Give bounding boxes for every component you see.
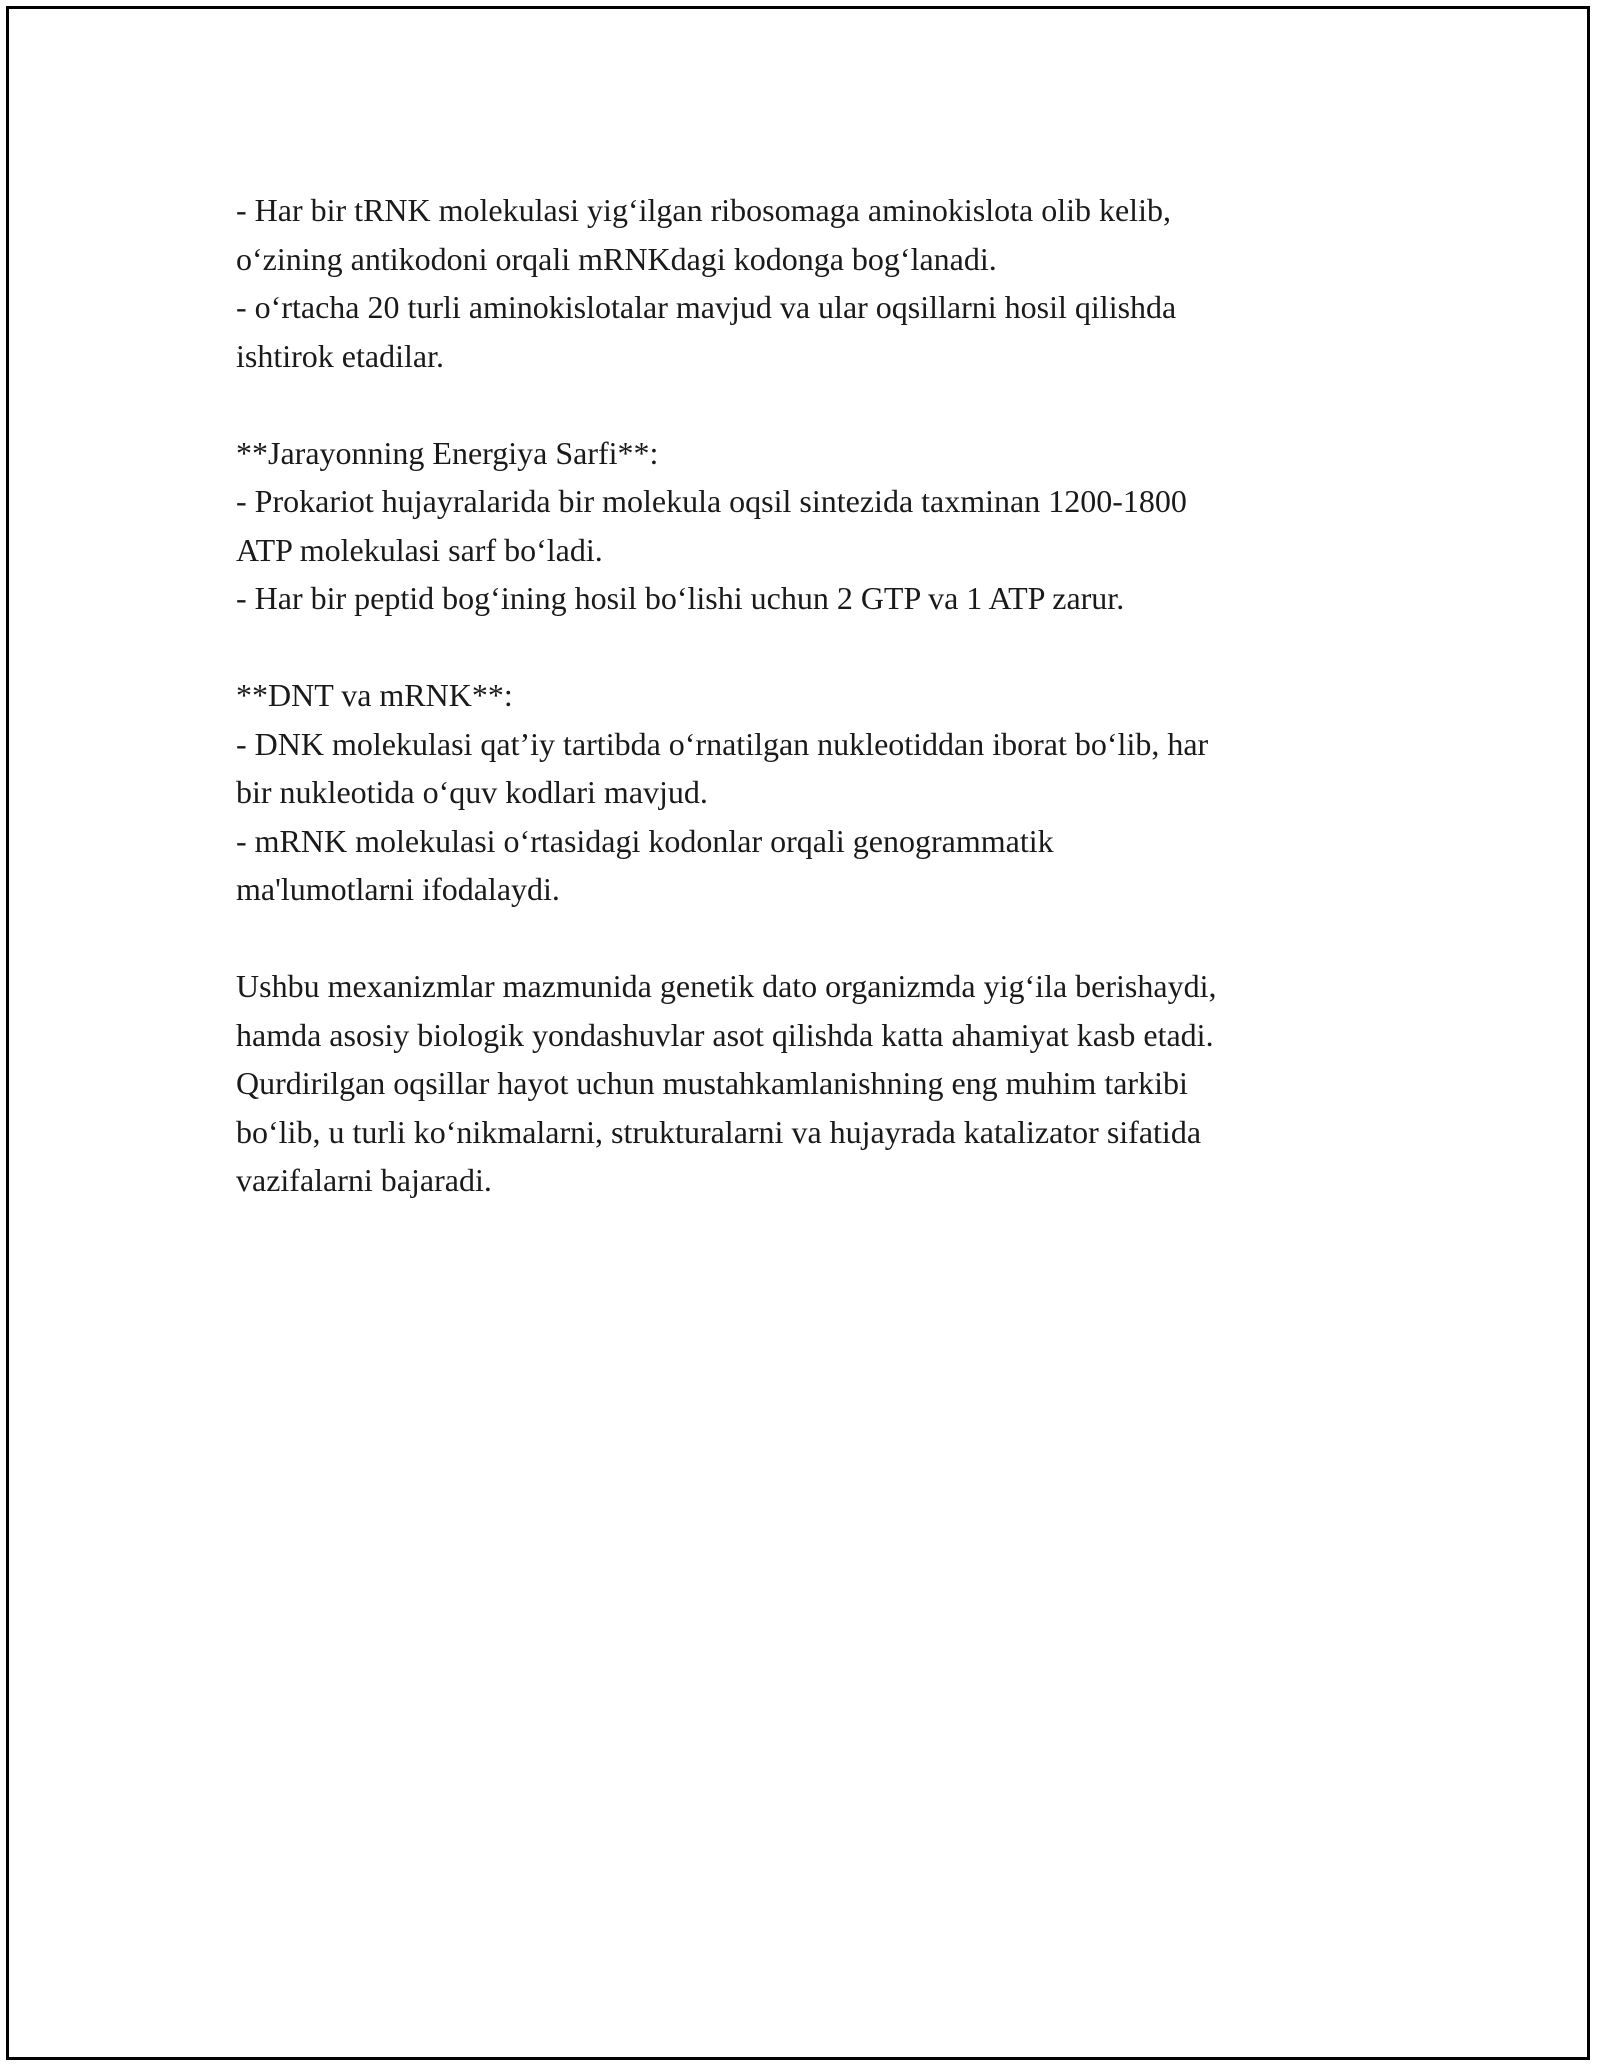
document-body bbox=[236, 186, 1416, 1205]
text-line: hamda asosiy biologik yondashuvlar asot qilishda katta ahamiyat kasb etadi. bbox=[236, 1016, 1214, 1053]
paragraph-gap bbox=[236, 623, 1416, 672]
paragraph-gap bbox=[236, 380, 1416, 429]
text-line: bir nukleotida o‘quv kodlari mavjud. bbox=[236, 774, 708, 810]
text-line: vazifalarni bajaradi. bbox=[236, 1162, 492, 1198]
paragraph-gap bbox=[236, 914, 1416, 963]
section-heading: **Jarayonning Energiya Sarfi**: bbox=[236, 434, 659, 471]
paragraph-trnk bbox=[236, 186, 1416, 380]
text-line: - mRNK molekulasi o‘rtasidagi kodonlar orqali genogrammatik bbox=[236, 822, 1054, 859]
text-line: ATP molekulasi sarf bo‘ladi. bbox=[236, 531, 603, 568]
text-line: ma'lumotlarni ifodalaydi. bbox=[236, 871, 560, 907]
text-line: - DNK molekulasi qat’iy tartibda o‘rnatilgan nukleotiddan iborat bo‘lib, har bbox=[236, 725, 1209, 762]
text-line: - Har bir tRNK molekulasi yig‘ilgan ribosomaga aminokislota olib kelib, bbox=[236, 192, 1171, 228]
paragraph-conclusion bbox=[236, 962, 1416, 1205]
text-line: - Har bir peptid bog‘ining hosil bo‘lishi uchun 2 GTP va 1 ATP zarur. bbox=[236, 580, 1125, 616]
text-line: bo‘lib, u turli ko‘nikmalarni, strukturalarni va hujayrada katalizator sifatida bbox=[236, 1113, 1202, 1150]
text-line: Qurdirilgan oqsillar hayot uchun mustahkamlanishning eng muhim tarkibi bbox=[236, 1065, 1188, 1101]
text-line: o‘zining antikodoni orqali mRNKdagi kodonga bog‘lanadi. bbox=[236, 240, 997, 277]
text-line: - o‘rtacha 20 turli aminokislotalar mavjud va ular oqsillarni hosil qilishda bbox=[236, 289, 1177, 325]
text-line: Ushbu mexanizmlar mazmunida genetik dato organizmda yig‘ila berishaydi, bbox=[236, 968, 1217, 1004]
text-line: - Prokariot hujayralarida bir molekula oqsil sintezida taxminan 1200-1800 bbox=[236, 483, 1187, 519]
paragraph-dnt bbox=[236, 671, 1416, 914]
text-line: ishtirok etadilar. bbox=[236, 337, 444, 374]
section-heading: **DNT va mRNK**: bbox=[236, 677, 513, 713]
paragraph-energy bbox=[236, 429, 1416, 623]
